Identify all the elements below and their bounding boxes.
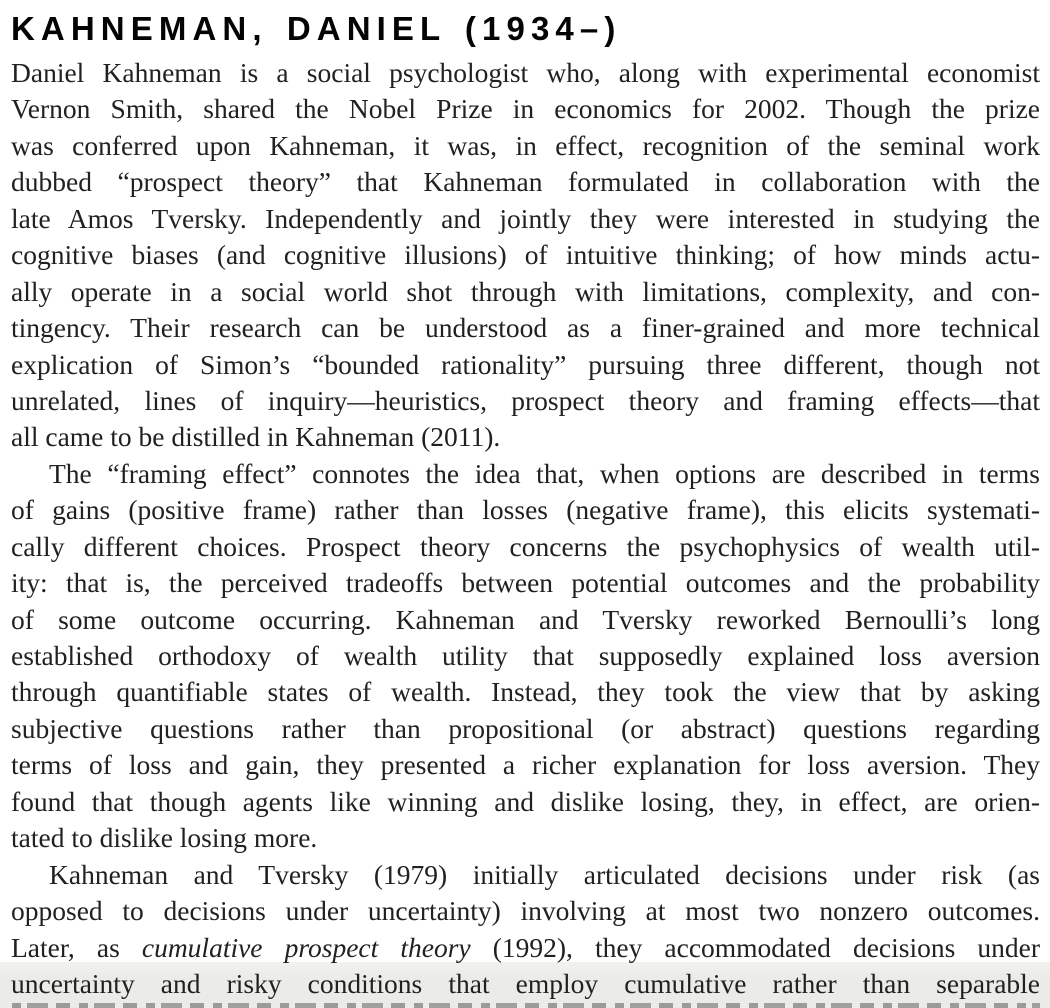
text-line: ity: that is, the perceived tradeoffs between potential outcomes and the probability — [11, 567, 1040, 599]
text-line: dubbed “prospect theory” that Kahneman formulated in collaboration with the — [11, 166, 1040, 198]
entry-title: KAHNEMAN, DANIEL (1934–) — [11, 10, 622, 47]
text-line: terms of loss and gain, they presented a richer explanation for loss aversion. They — [11, 749, 1040, 781]
text-line: unrelated, lines of inquiry—heuristics, prospect theory and framing effects—that — [11, 384, 1040, 416]
text-line: tated to dislike losing more. — [11, 822, 318, 854]
cut-off-next-line — [12, 1003, 1040, 1008]
paragraph — [11, 857, 1040, 1003]
text-line: of some outcome occurring. Kahneman and Tversky reworked Bernoulli’s long — [11, 603, 1040, 635]
text-line: established orthodoxy of wealth utility that supposedly explained loss aversion — [11, 640, 1040, 671]
text-line: of gains (positive frame) rather than losses (negative frame), this elicits systemati- — [11, 494, 1040, 526]
text-segment: Later, as — [11, 931, 142, 963]
text-line: opposed to decisions under uncertainty) involving at most two nonzero outcomes. — [11, 895, 1040, 927]
text-line: explication of Simon’s “bounded rationality” pursuing three different, though not — [11, 348, 1040, 380]
text-line: Daniel Kahneman is a social psychologist who, along with experimental economist — [11, 57, 1040, 88]
text-line: all came to be distilled in Kahneman (2011). — [11, 421, 501, 453]
text-line — [11, 930, 1040, 966]
text-line: The “framing effect” connotes the idea that, when options are described in terms — [49, 457, 1040, 489]
article-body — [11, 55, 1040, 1002]
text-segment: (1992), they accommodated decisions under — [470, 931, 1040, 963]
text-line: through quantifiable states of wealth. Instead, they took the view that by asking — [11, 676, 1040, 708]
text-line: uncertainty and risky conditions that employ cumulative rather than separable — [11, 967, 1040, 999]
text-line: late Amos Tversky. Independently and jointly they were interested in studying the — [11, 202, 1040, 234]
text-line: cognitive biases (and cognitive illusions) of intuitive thinking; of how minds actu- — [11, 239, 1040, 271]
text-line: ally operate in a social world shot through with limitations, complexity, and con- — [11, 275, 1040, 307]
text-line: found that though agents like winning and dislike losing, they, in effect, are orien- — [11, 785, 1040, 817]
paragraph — [11, 55, 1040, 456]
text-line: subjective questions rather than propositional (or abstract) questions regarding — [11, 712, 1040, 744]
text-line: cally different choices. Prospect theory concerns the psychophysics of wealth util- — [11, 530, 1040, 562]
text-line: was conferred upon Kahneman, it was, in effect, recognition of the seminal work — [11, 129, 1040, 161]
italic-term: cumulative prospect theory — [141, 931, 471, 963]
text-line: tingency. Their research can be understood as a finer-grained and more technical — [11, 312, 1040, 344]
paragraph — [11, 456, 1040, 857]
text-line: Kahneman and Tversky (1979) initially articulated decisions under risk (as — [49, 858, 1040, 890]
text-line: Vernon Smith, shared the Nobel Prize in economics for 2002. Though the prize — [11, 93, 1040, 125]
